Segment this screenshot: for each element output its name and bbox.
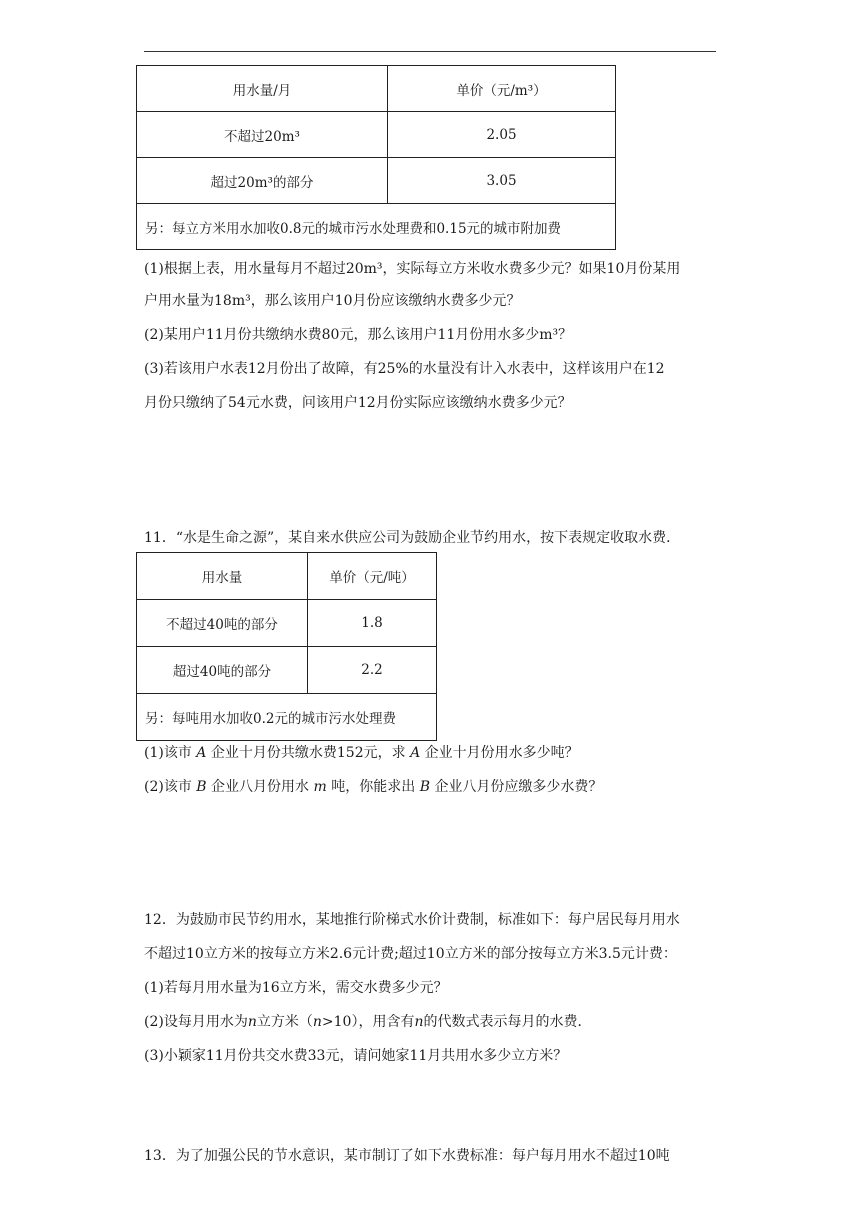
water-price-table-2: [136, 552, 437, 741]
water-price-table-1: [136, 65, 616, 250]
table-cell: 2.05: [388, 112, 616, 158]
text-segment: (2)该市: [144, 779, 192, 795]
q12-line-4: [144, 1015, 591, 1029]
text-segment: 立方米（: [256, 1014, 313, 1030]
table-row: [137, 600, 437, 647]
q10-line-2: 户用水量为18m³，那么该用户10月份应该缴纳水费多少元？: [144, 293, 521, 309]
q11-intro: 11．“水是生命之源”，某自来水供应公司为鼓励企业节约用水，按下表规定收取水费．: [144, 530, 681, 546]
header-rule: [144, 51, 716, 52]
text-segment: (2)设每月用水为: [144, 1014, 248, 1030]
q11-part-1: [144, 746, 579, 760]
math-variable: A: [196, 745, 207, 761]
q13-line-1: 13．为了加强公民的节水意识，某市制订了如下水费标准：每户每月用水不超过10吨: [144, 1148, 670, 1164]
q10-line-4: (3)若该用户水表12月份出了故障，有25%的水量没有计入水表中，这样该用户在12: [144, 361, 665, 377]
math-variable: n: [247, 1014, 257, 1030]
table-cell: 1.8: [308, 600, 437, 647]
math-variable: n: [312, 1014, 322, 1030]
table-cell: 2.2: [308, 647, 437, 694]
table-cell: 不超过40吨的部分: [137, 600, 308, 647]
math-variable: B: [419, 779, 430, 795]
table-header-cell: 用水量/月: [137, 66, 388, 112]
q10-line-1: (1)根据上表，用水量每月不超过20m³，实际每立方米收水费多少元？如果10月份某用: [144, 261, 681, 277]
text-segment: 企业八月份应缴多少水费？: [434, 779, 603, 795]
table-cell: 不超过20m³: [137, 112, 388, 158]
q12-line-5: (3)小颖家11月份共交水费33元，请问她家11月共用水多少立方米？: [144, 1048, 568, 1064]
table-note: 另：每吨用水加收0.2元的城市污水处理费: [137, 694, 437, 741]
table-row: [137, 112, 616, 158]
table-row: [137, 158, 616, 204]
q10-line-3: (2)某用户11月份共缴纳水费80元，那么该用户11月份用水多少m³？: [144, 327, 573, 343]
q12-line-1: 12．为鼓励市民节约用水，某地推行阶梯式水价计费制，标准如下：每户居民每月用水: [144, 912, 680, 928]
table-header-row: [137, 66, 616, 112]
table-note-row: [137, 694, 437, 741]
table-header-row: [137, 553, 437, 600]
text-segment: 企业八月份用水: [211, 779, 310, 795]
q12-line-2: 不超过10立方米的按每立方米2.6元计费;超过10立方米的部分按每立方米3.5元计费：: [144, 946, 677, 962]
table-cell: 超过40吨的部分: [137, 647, 308, 694]
table-note-row: [137, 204, 616, 250]
table-cell: 超过20m³的部分: [137, 158, 388, 204]
math-variable: n: [414, 1014, 424, 1030]
text-segment: (1)该市: [144, 745, 192, 761]
table-note: 另：每立方米用水加收0.8元的城市污水处理费和0.15元的城市附加费: [137, 204, 616, 250]
text-segment: 吨，你能求出: [331, 779, 416, 795]
table-cell: 3.05: [388, 158, 616, 204]
math-variable: m: [313, 779, 327, 795]
table-header-cell: 单价（元/m³）: [388, 66, 616, 112]
table-row: [137, 647, 437, 694]
text-segment: 的代数式表示每月的水费．: [423, 1014, 592, 1030]
text-segment: >10），用含有: [321, 1014, 415, 1030]
table-header-cell: 用水量: [137, 553, 308, 600]
math-variable: A: [410, 745, 421, 761]
q12-line-3: (1)若每月用水量为16立方米，需交水费多少元？: [144, 980, 448, 996]
q10-line-5: 月份只缴纳了54元水费，问该用户12月份实际应该缴纳水费多少元？: [144, 395, 572, 411]
text-segment: 企业十月份共缴水费152元，求: [210, 745, 406, 761]
table-header-cell: 单价（元/吨）: [308, 553, 437, 600]
math-variable: B: [196, 779, 207, 795]
q11-part-2: [144, 780, 602, 794]
text-segment: 企业十月份用水多少吨？: [424, 745, 579, 761]
